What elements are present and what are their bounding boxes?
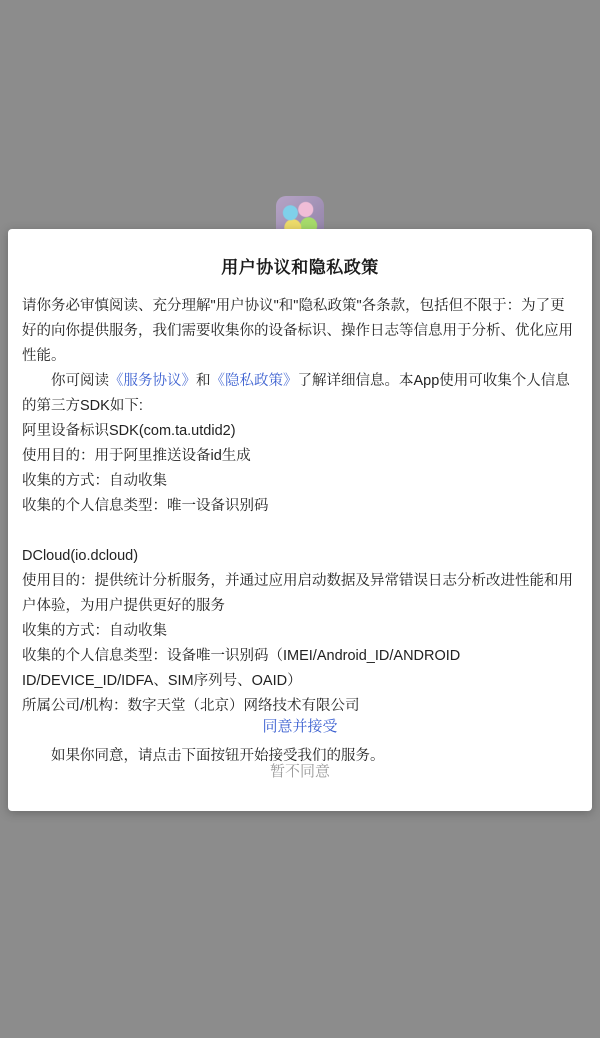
sdk2-purpose: 使用目的：提供统计分析服务，并通过应用启动数据及异常错误日志分析改进性能和用户体验，为用户提供更好的服务: [22, 573, 573, 614]
service-agreement-link[interactable]: 《服务协议》: [109, 373, 196, 389]
read-and-text: 和: [196, 373, 211, 389]
sdk2-types: 收集的个人信息类型：设备唯一识别码（IMEI/Android_ID/ANDROID ID/DEVICE_ID/IDFA、SIM序列号、OAID）: [22, 648, 461, 689]
sdk1-purpose: 使用目的：用于阿里推送设备id生成: [22, 448, 251, 464]
privacy-policy-dialog: [8, 229, 592, 811]
sdk2-method: 收集的方式：自动收集: [22, 623, 167, 639]
closing-paragraph: 如果你同意，请点击下面按钮开始接受我们的服务。: [51, 748, 385, 764]
read-prefix-text: 你可阅读: [51, 373, 109, 389]
privacy-policy-link[interactable]: 《隐私政策》: [210, 373, 298, 389]
sdk2-name: DCloud(io.dcloud): [22, 548, 139, 564]
sdk1-method: 收集的方式：自动收集: [22, 473, 167, 489]
dialog-actions: [8, 703, 592, 811]
sdk1-name: 阿里设备标识SDK(com.ta.utdid2): [22, 423, 236, 439]
dialog-title: 用户协议和隐私政策: [221, 258, 379, 277]
read-links-paragraph: [22, 369, 578, 419]
sdk-separator: [22, 519, 578, 544]
disagree-button[interactable]: 暂不同意: [8, 748, 592, 793]
read-suffix-text: 了解详细信息。本App使用可收集个人信息的第三方SDK如下:: [22, 373, 570, 414]
agree-button[interactable]: 同意并接受: [8, 703, 592, 748]
intro-paragraph: 请你务必审慎阅读、充分理解"用户协议"和"隐私政策"各条款，包括但不限于：为了更好的向你提供服务，我们需要收集你的设备标识、操作日志等信息用于分析、优化应用性能。: [22, 298, 573, 364]
sdk1-types: 收集的个人信息类型：唯一设备识别码: [22, 498, 269, 514]
sdk2-company: 所属公司/机构：数字天堂（北京）网络技术有限公司: [22, 698, 360, 714]
dialog-body: [8, 278, 592, 769]
